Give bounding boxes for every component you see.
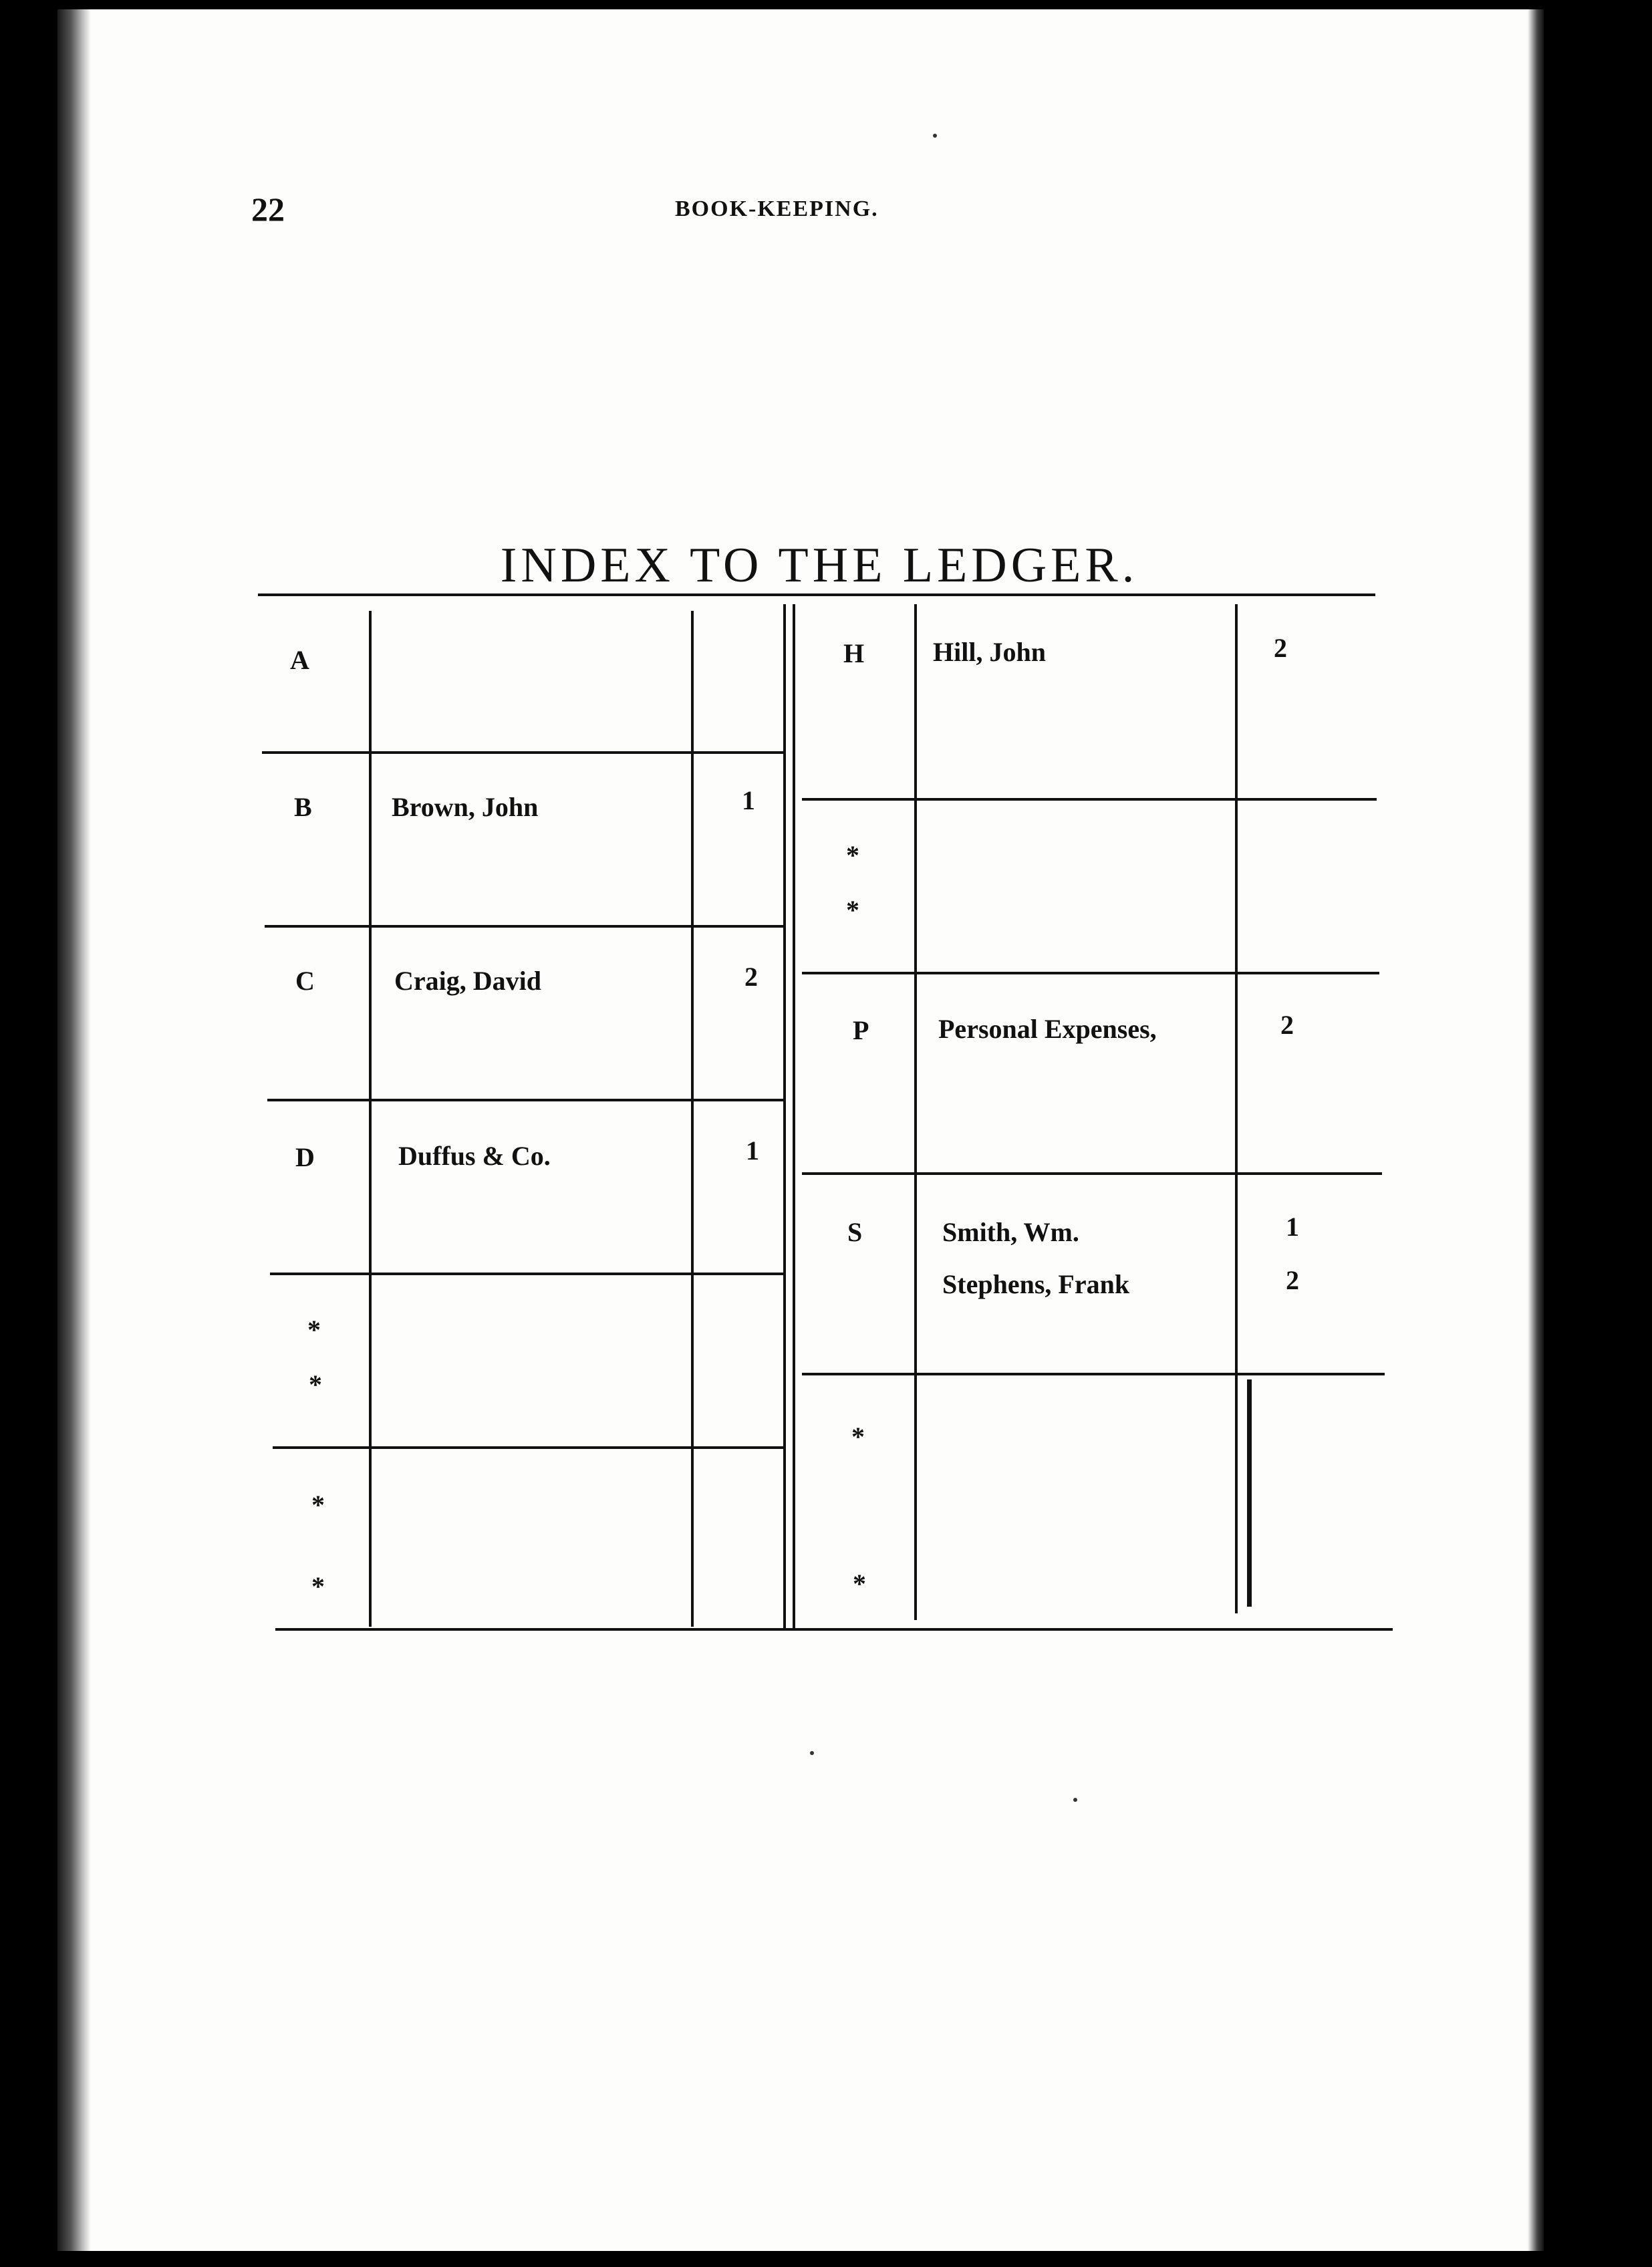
left-row-rule [262, 751, 783, 754]
ledger-entry-folio: 2 [1280, 1010, 1294, 1040]
ledger-entry-folio: 2 [1286, 1265, 1299, 1295]
ledger-entry-name: Duffus & Co. [398, 1141, 551, 1171]
index-placeholder-mark: * [851, 1422, 865, 1452]
left-row-rule [273, 1446, 783, 1449]
bottom-rule [275, 1628, 1393, 1631]
index-letter-p: P [853, 1015, 869, 1045]
index-title: INDEX TO THE LEDGER. [500, 538, 1139, 593]
center-double-rule-a [783, 604, 786, 1631]
left-name-col-rule [369, 611, 372, 1627]
print-speck [810, 1751, 814, 1755]
ledger-entry-name: Craig, David [394, 966, 541, 996]
index-letter-a: A [290, 645, 309, 675]
print-speck [1073, 1798, 1077, 1802]
left-row-rule [265, 925, 783, 928]
book-page [57, 9, 1544, 2251]
index-placeholder-mark: * [309, 1369, 322, 1399]
index-letter-d: D [295, 1142, 315, 1172]
index-letter-s: S [847, 1217, 863, 1247]
index-letter-c: C [295, 966, 315, 996]
ledger-entry-folio: 1 [1286, 1212, 1299, 1242]
top-rule [258, 593, 1375, 596]
page-right-edge [1528, 9, 1544, 2251]
right-folio-col-rule-heavy [1247, 1379, 1252, 1607]
right-folio-col-rule [1235, 604, 1238, 1613]
page-binding-shadow [57, 9, 91, 2251]
ledger-entry-name: Smith, Wm. [942, 1217, 1079, 1247]
print-speck [933, 134, 937, 138]
right-row-rule [802, 798, 1377, 801]
left-row-rule [270, 1273, 783, 1275]
ledger-entry-folio: 2 [1274, 633, 1287, 663]
left-row-rule [267, 1099, 783, 1101]
page-number: 22 [251, 190, 285, 228]
index-placeholder-mark: * [846, 840, 859, 870]
center-double-rule-b [793, 604, 795, 1631]
index-placeholder-mark: * [307, 1315, 321, 1345]
ledger-entry-name: Personal Expenses, [938, 1014, 1157, 1044]
index-placeholder-mark: * [311, 1571, 325, 1601]
right-row-rule [802, 972, 1379, 974]
ledger-entry-folio: 1 [742, 785, 755, 815]
index-letter-b: B [294, 792, 312, 822]
ledger-entry-folio: 2 [744, 962, 758, 992]
ledger-entry-name: Stephens, Frank [942, 1269, 1130, 1299]
ledger-entry-name: Brown, John [392, 792, 539, 822]
left-folio-col-rule [691, 611, 694, 1627]
right-row-rule [802, 1172, 1382, 1175]
right-name-col-rule [914, 604, 917, 1620]
index-letter-h: H [843, 638, 865, 668]
index-placeholder-mark: * [311, 1490, 325, 1520]
index-placeholder-mark: * [853, 1569, 866, 1599]
ledger-entry-name: Hill, John [933, 637, 1046, 667]
right-row-rule [802, 1373, 1385, 1375]
running-title: BOOK-KEEPING. [675, 196, 879, 221]
index-placeholder-mark: * [846, 895, 859, 925]
ledger-entry-folio: 1 [746, 1136, 759, 1166]
